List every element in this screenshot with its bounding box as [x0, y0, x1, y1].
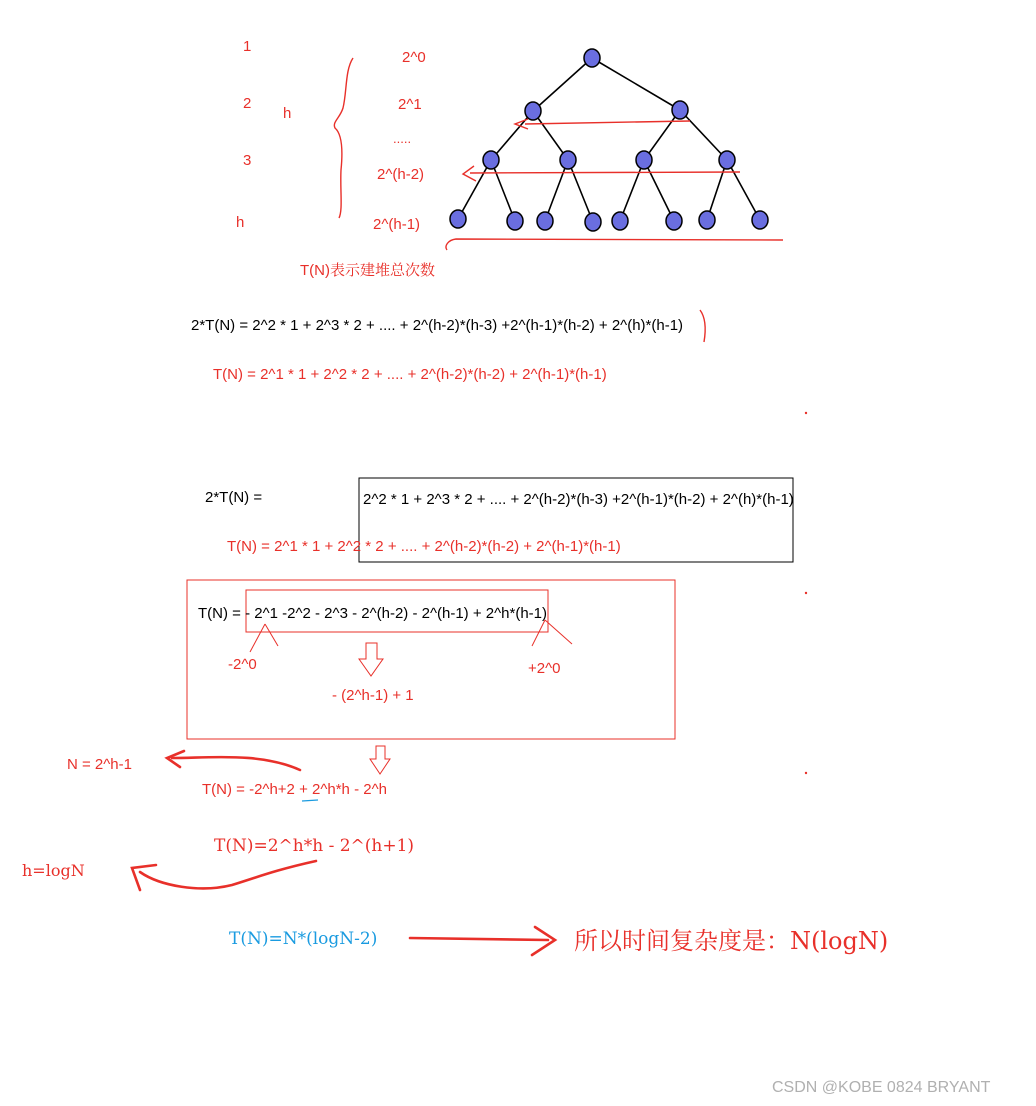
level-number: 3 [243, 152, 252, 169]
formula-result: T(N)=N*(logN-2) [229, 929, 378, 949]
curved-arrow-h [140, 861, 316, 888]
tree-node [525, 102, 541, 120]
down-arrow-icon [370, 746, 390, 774]
tree-node [450, 210, 466, 228]
level-number: 1 [243, 38, 252, 55]
tree-node [584, 49, 600, 67]
level-count: 2^1 [398, 96, 422, 113]
conclusion: 所以时间复杂度是：N(logN) [574, 927, 889, 955]
curved-arrow-n [172, 757, 300, 770]
dot-mark [805, 592, 807, 594]
tree-node [560, 151, 576, 169]
bottom-bracket-line [446, 239, 783, 250]
level-number: h [236, 214, 245, 231]
height-label: h [283, 105, 292, 122]
level-count: 2^0 [402, 49, 426, 66]
tree-node [585, 213, 601, 231]
tree-node [672, 101, 688, 119]
level-count: ..... [393, 131, 412, 146]
level-count: 2^(h-2) [377, 166, 425, 183]
minus-2-0: -2^0 [228, 656, 257, 673]
level-count: 2^(h-1) [373, 216, 421, 233]
formula-simplified: T(N) = -2^h+2 + 2^h*h - 2^h [202, 781, 387, 798]
tree-node [752, 211, 768, 229]
formula-box-red-outer [187, 580, 675, 739]
tree-node [699, 211, 715, 229]
tree-node [507, 212, 523, 230]
sum-result: - (2^h-1) + 1 [332, 687, 414, 704]
blue-underline [302, 800, 318, 801]
right-arrow-line [410, 938, 548, 940]
formula-2tn-right: 2^2 * 1 + 2^3 * 2 + .... + 2^(h-2)*(h-3) +2^(h-1)*(h-2) + 2^(h)*(h-1) [363, 491, 794, 508]
down-arrow-icon [359, 643, 383, 676]
formula-tn: T(N) = 2^1 * 1 + 2^2 * 2 + .... + 2^(h-2)*(h-2) + 2^(h-1)*(h-1) [213, 366, 607, 383]
pointer-line [545, 620, 572, 644]
formula-2tn: 2*T(N) = 2^2 * 1 + 2^3 * 2 + .... + 2^(h-2)*(h-3) +2^(h-1)*(h-2) + 2^(h)*(h-1) [191, 317, 684, 334]
pointer-line [250, 624, 265, 652]
tree-node [483, 151, 499, 169]
caption: T(N)表示建堆总次数 [300, 262, 435, 279]
dot-mark [805, 772, 807, 774]
tree-node [666, 212, 682, 230]
formula-2tn-left: 2*T(N) = [205, 489, 263, 506]
tree-edges [458, 58, 760, 222]
formula-tn-aligned: T(N) = 2^1 * 1 + 2^2 * 2 + .... + 2^(h-2)*(h-2) + 2^(h-1)*(h-1) [227, 538, 621, 555]
pointer-line [265, 624, 278, 646]
tree-node [537, 212, 553, 230]
level-arrow-line [470, 172, 740, 173]
n-equation: N = 2^h-1 [67, 756, 132, 773]
pointer-line [532, 620, 545, 646]
formula-subtract: T(N) = - 2^1 -2^2 - 2^3 - 2^(h-2) - 2^(h-1) + 2^h*(h-1) [198, 605, 547, 622]
brace-icon [334, 58, 353, 218]
tree-node [612, 212, 628, 230]
level-arrow-line [525, 121, 690, 124]
formula-final: T(N)=2^h*h - 2^(h+1) [214, 836, 415, 856]
h-equation: h=logN [22, 861, 85, 880]
level-number: 2 [243, 95, 252, 112]
tree-node [636, 151, 652, 169]
hook-mark [700, 310, 705, 342]
tree-node [719, 151, 735, 169]
dot-mark [805, 412, 807, 414]
watermark: CSDN @KOBE 0824 BRYANT [772, 1079, 991, 1096]
plus-2-0: +2^0 [528, 660, 561, 677]
